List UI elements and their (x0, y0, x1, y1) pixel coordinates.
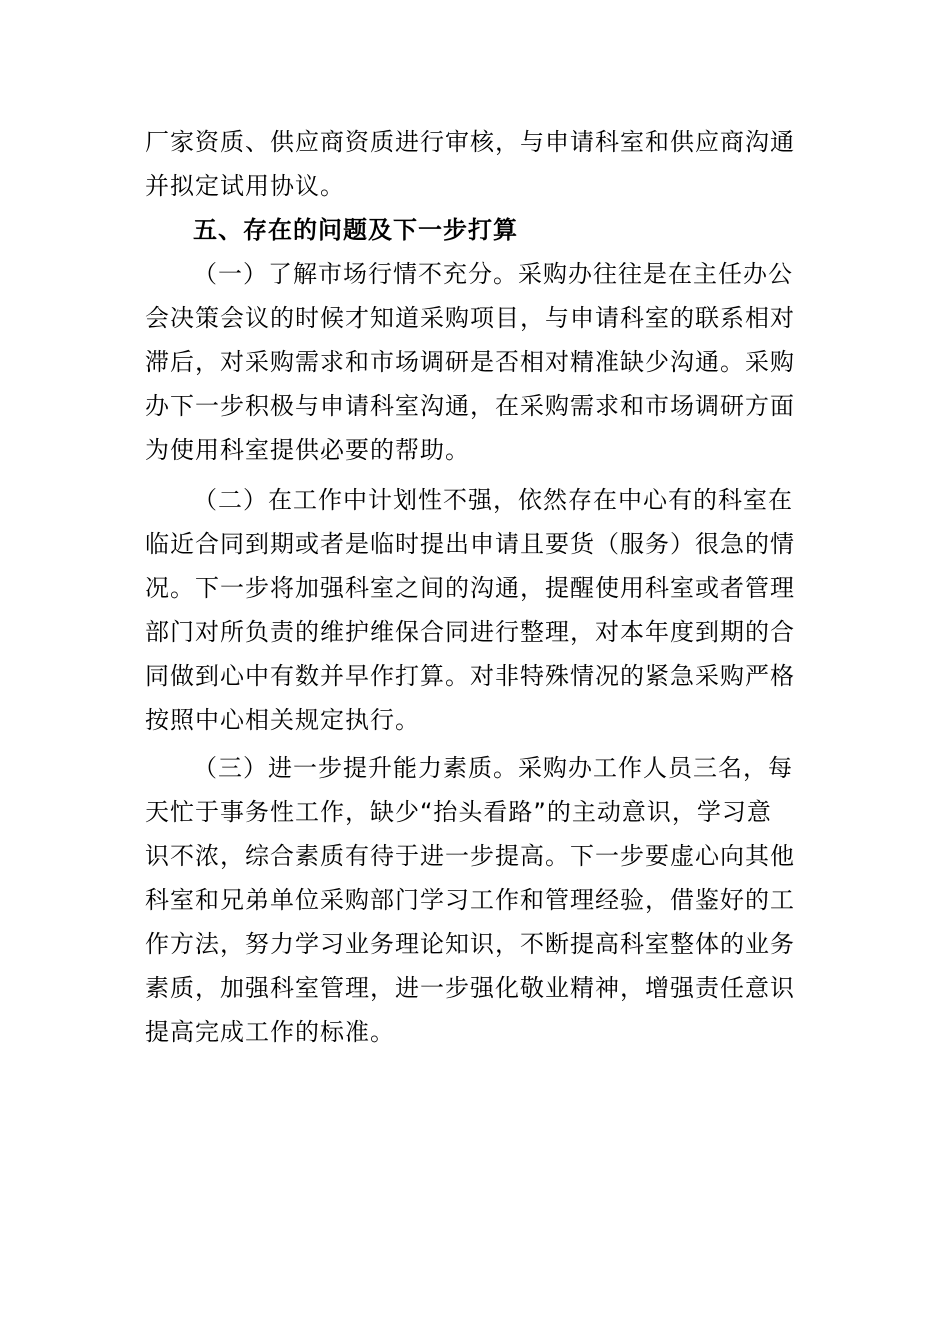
text-line: 识不浓，综合素质有待于进一步提高。下一步要虚心向其他 (145, 842, 795, 870)
text-line: 办下一步积极与申请科室沟通，在采购需求和市场调研方面 (145, 392, 795, 420)
text-line: 为使用科室提供必要的帮助。 (145, 436, 470, 464)
text-line: 滞后，对采购需求和市场调研是否相对精准缺少沟通。采购 (145, 348, 795, 376)
text-line: 科室和兄弟单位采购部门学习工作和管理经验，借鉴好的工 (145, 886, 795, 914)
text-line: 部门对所负责的维护维保合同进行整理，对本年度到期的合 (145, 618, 795, 646)
text-line: 厂家资质、供应商资质进行审核，与申请科室和供应商沟通 (145, 128, 795, 156)
text-line: 并拟定试用协议。 (145, 172, 345, 200)
section-heading: 五、存在的问题及下一步打算 (193, 216, 518, 244)
text-line: （三）进一步提升能力素质。采购办工作人员三名，每 (193, 754, 793, 782)
text-line: 作方法，努力学习业务理论知识，不断提高科室整体的业务 (145, 930, 795, 958)
text-line: 同做到心中有数并早作打算。对非特殊情况的紧急采购严格 (145, 662, 795, 690)
text-line: 天忙于事务性工作，缺少“抬头看路”的主动意识，学习意 (145, 798, 772, 826)
text-line: 况。下一步将加强科室之间的沟通，提醒使用科室或者管理 (145, 574, 795, 602)
text-line: 会决策会议的时候才知道采购项目，与申请科室的联系相对 (145, 304, 795, 332)
text-line: 临近合同到期或者是临时提出申请且要货（服务）很急的情 (145, 530, 795, 558)
text-line: 按照中心相关规定执行。 (145, 706, 420, 734)
text-line: 提高完成工作的标准。 (145, 1018, 395, 1046)
text-line: （二）在工作中计划性不强，依然存在中心有的科室在 (193, 486, 793, 514)
text-line: （一）了解市场行情不充分。采购办往往是在主任办公 (193, 260, 793, 288)
text-line: 素质，加强科室管理，进一步强化敬业精神，增强责任意识 (145, 974, 795, 1002)
